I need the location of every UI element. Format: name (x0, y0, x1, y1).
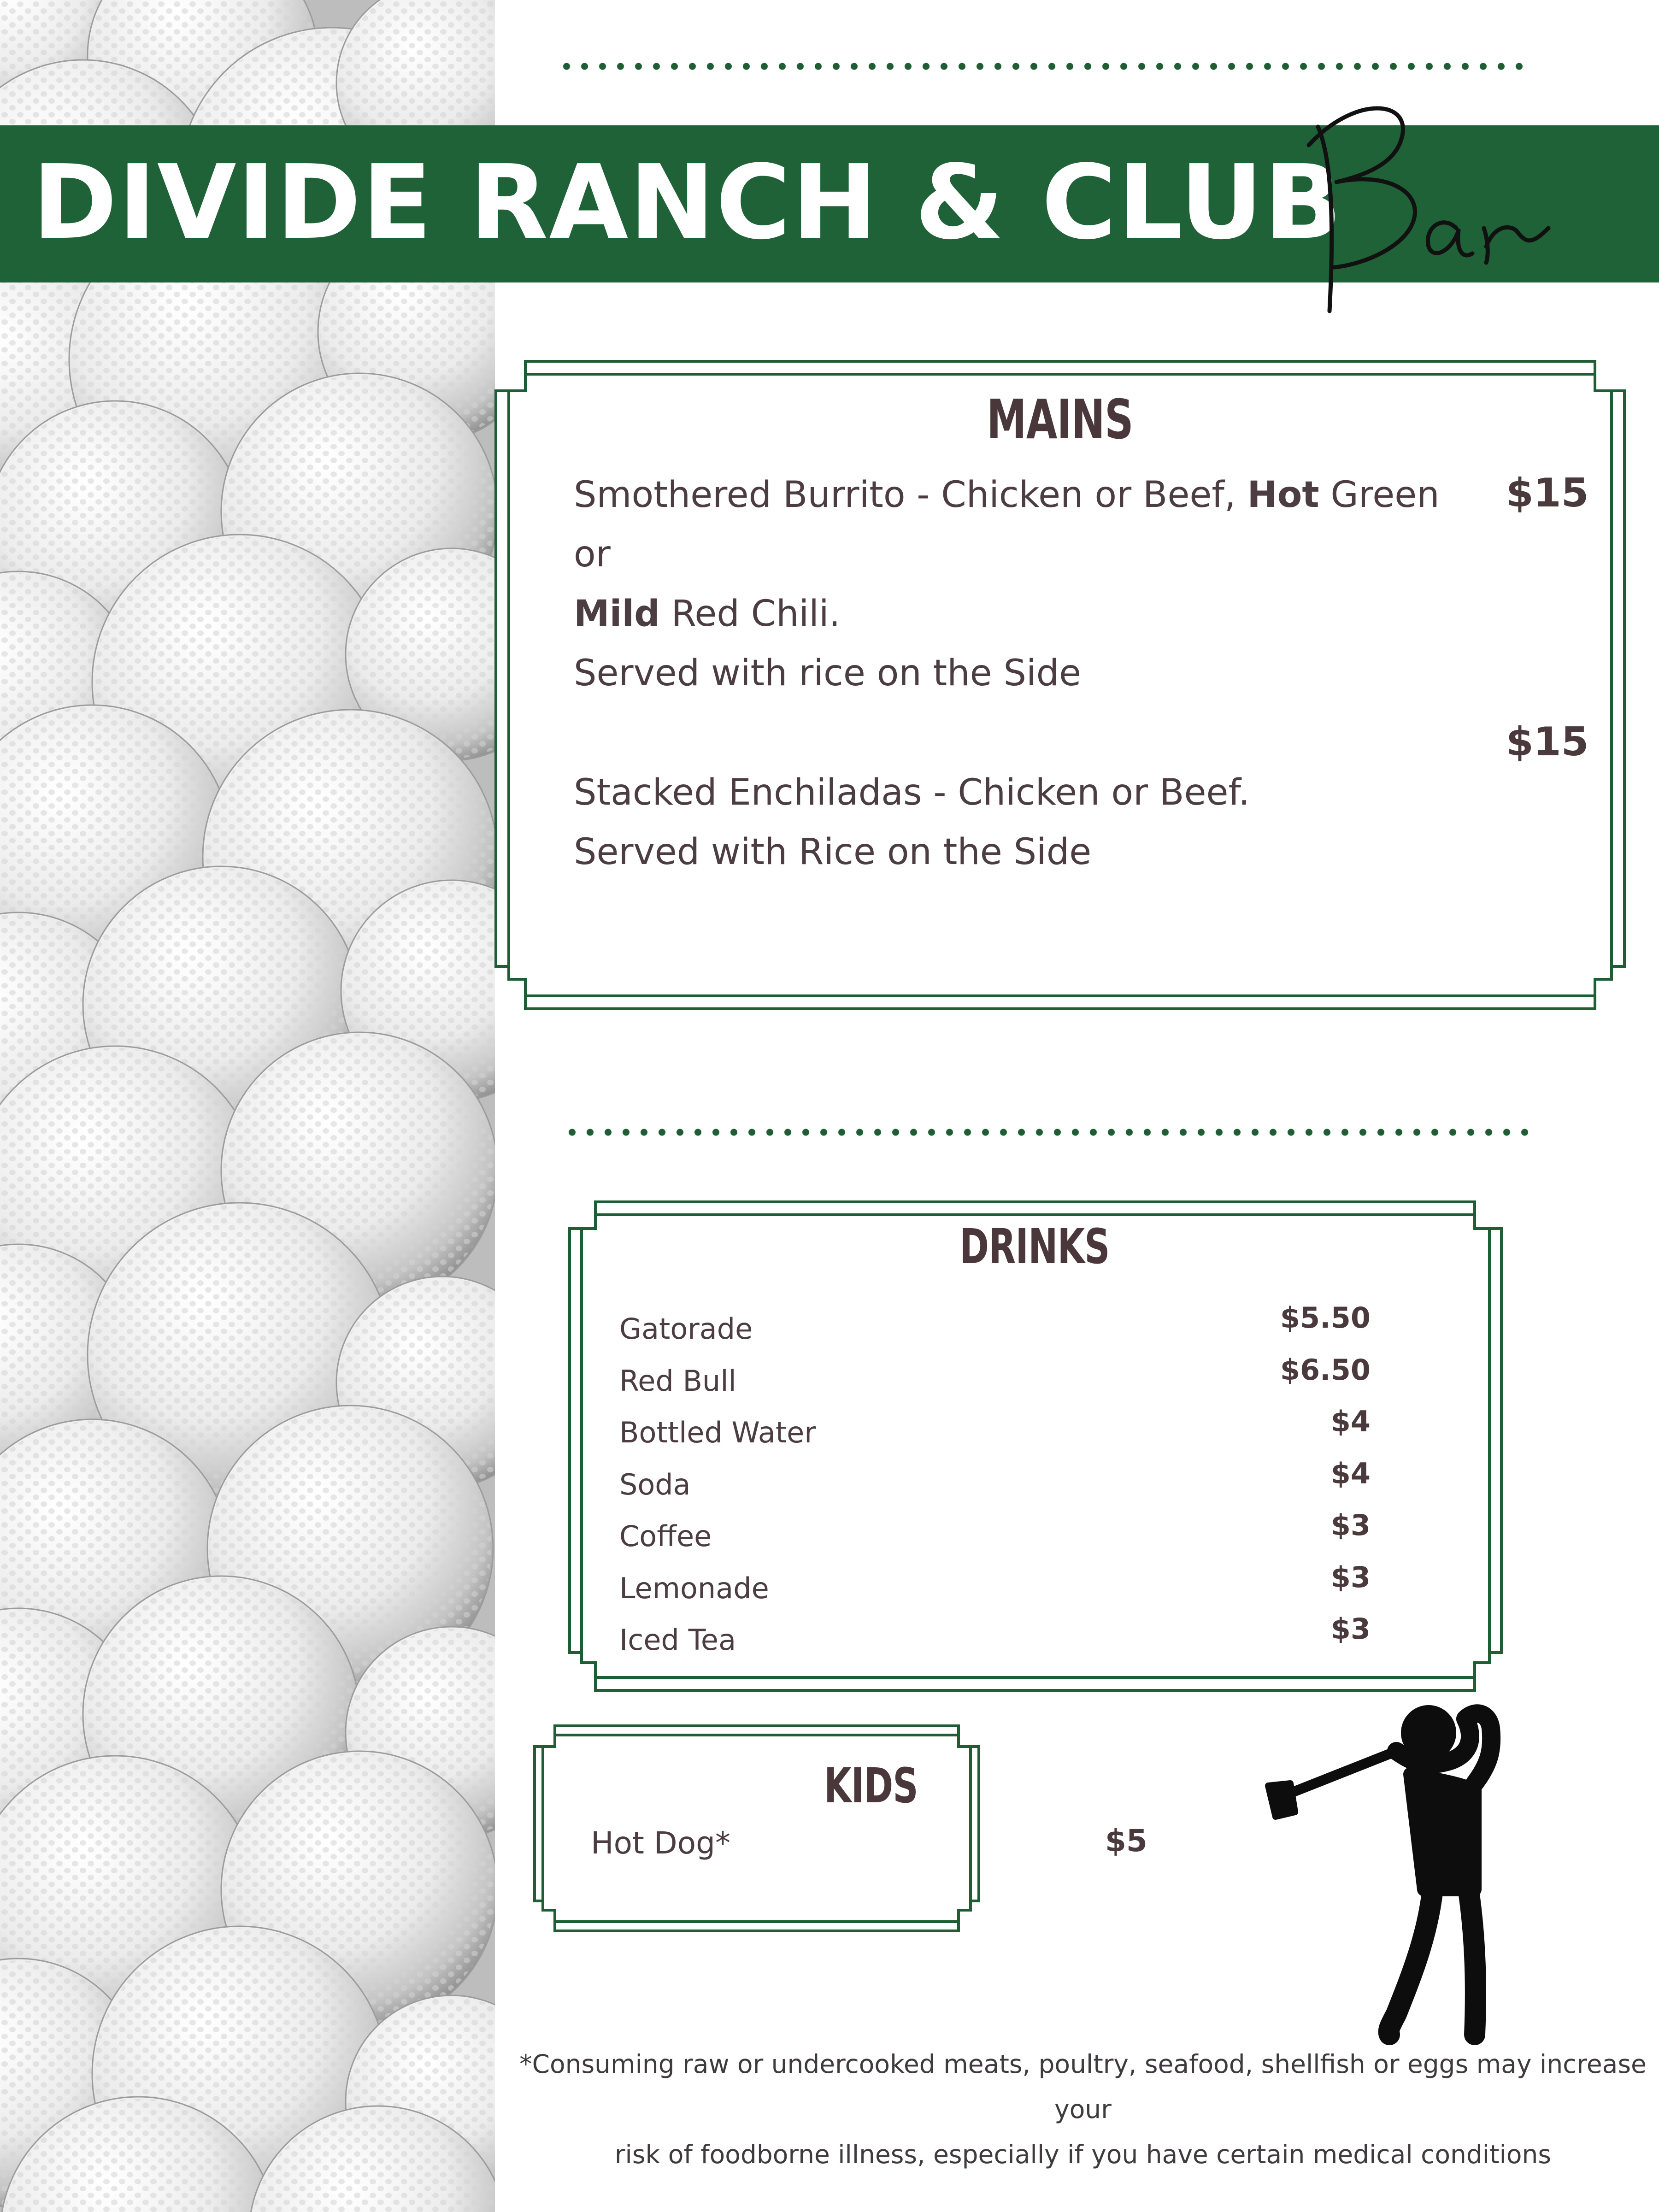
golfer-silhouette-icon (1258, 1691, 1516, 2046)
disclaimer-text: *Consuming raw or undercooked meats, poultry, seafood, shellfish or eggs may increase your risk of foodborne illness, especially if you have certain medical conditions (519, 2049, 1647, 2169)
kids-item-price: $5 (1105, 1823, 1147, 1859)
drink-name: Iced Tea (619, 1623, 736, 1657)
drink-name: Bottled Water (619, 1416, 816, 1449)
kids-title: KIDS (824, 1758, 918, 1814)
enchilada-price: $15 (1506, 719, 1589, 765)
menu-item-smothered-burrito: Smothered Burrito - Chicken or Beef, Hot Green or Mild Red Chili. Served with rice on the Side (574, 474, 1440, 694)
restaurant-name: DIVIDE RANCH & CLUB (32, 143, 1343, 262)
drink-name: Gatorade (619, 1312, 753, 1346)
drink-price: $3 (1330, 1508, 1371, 1542)
drink-name: Red Bull (619, 1364, 736, 1398)
mains-title: MAINS (987, 388, 1133, 451)
drink-name: Soda (619, 1467, 691, 1501)
drink-price: $4 (1330, 1405, 1371, 1438)
drink-price: $3 (1330, 1560, 1371, 1594)
drink-price: $4 (1330, 1456, 1371, 1490)
drinks-title: DRINKS (959, 1218, 1110, 1275)
drink-price: $5.50 (1280, 1301, 1371, 1335)
drink-price: $3 (1330, 1612, 1371, 1646)
menu-item-stacked-enchiladas: Stacked Enchiladas - Chicken or Beef. Served with Rice on the Side (574, 772, 1250, 873)
drink-price: $6.50 (1280, 1353, 1371, 1387)
drink-name: Lemonade (619, 1571, 769, 1605)
kids-item-hot-dog: Hot Dog* (591, 1825, 730, 1861)
drink-name: Coffee (619, 1519, 712, 1553)
burrito-price: $15 (1506, 470, 1589, 516)
